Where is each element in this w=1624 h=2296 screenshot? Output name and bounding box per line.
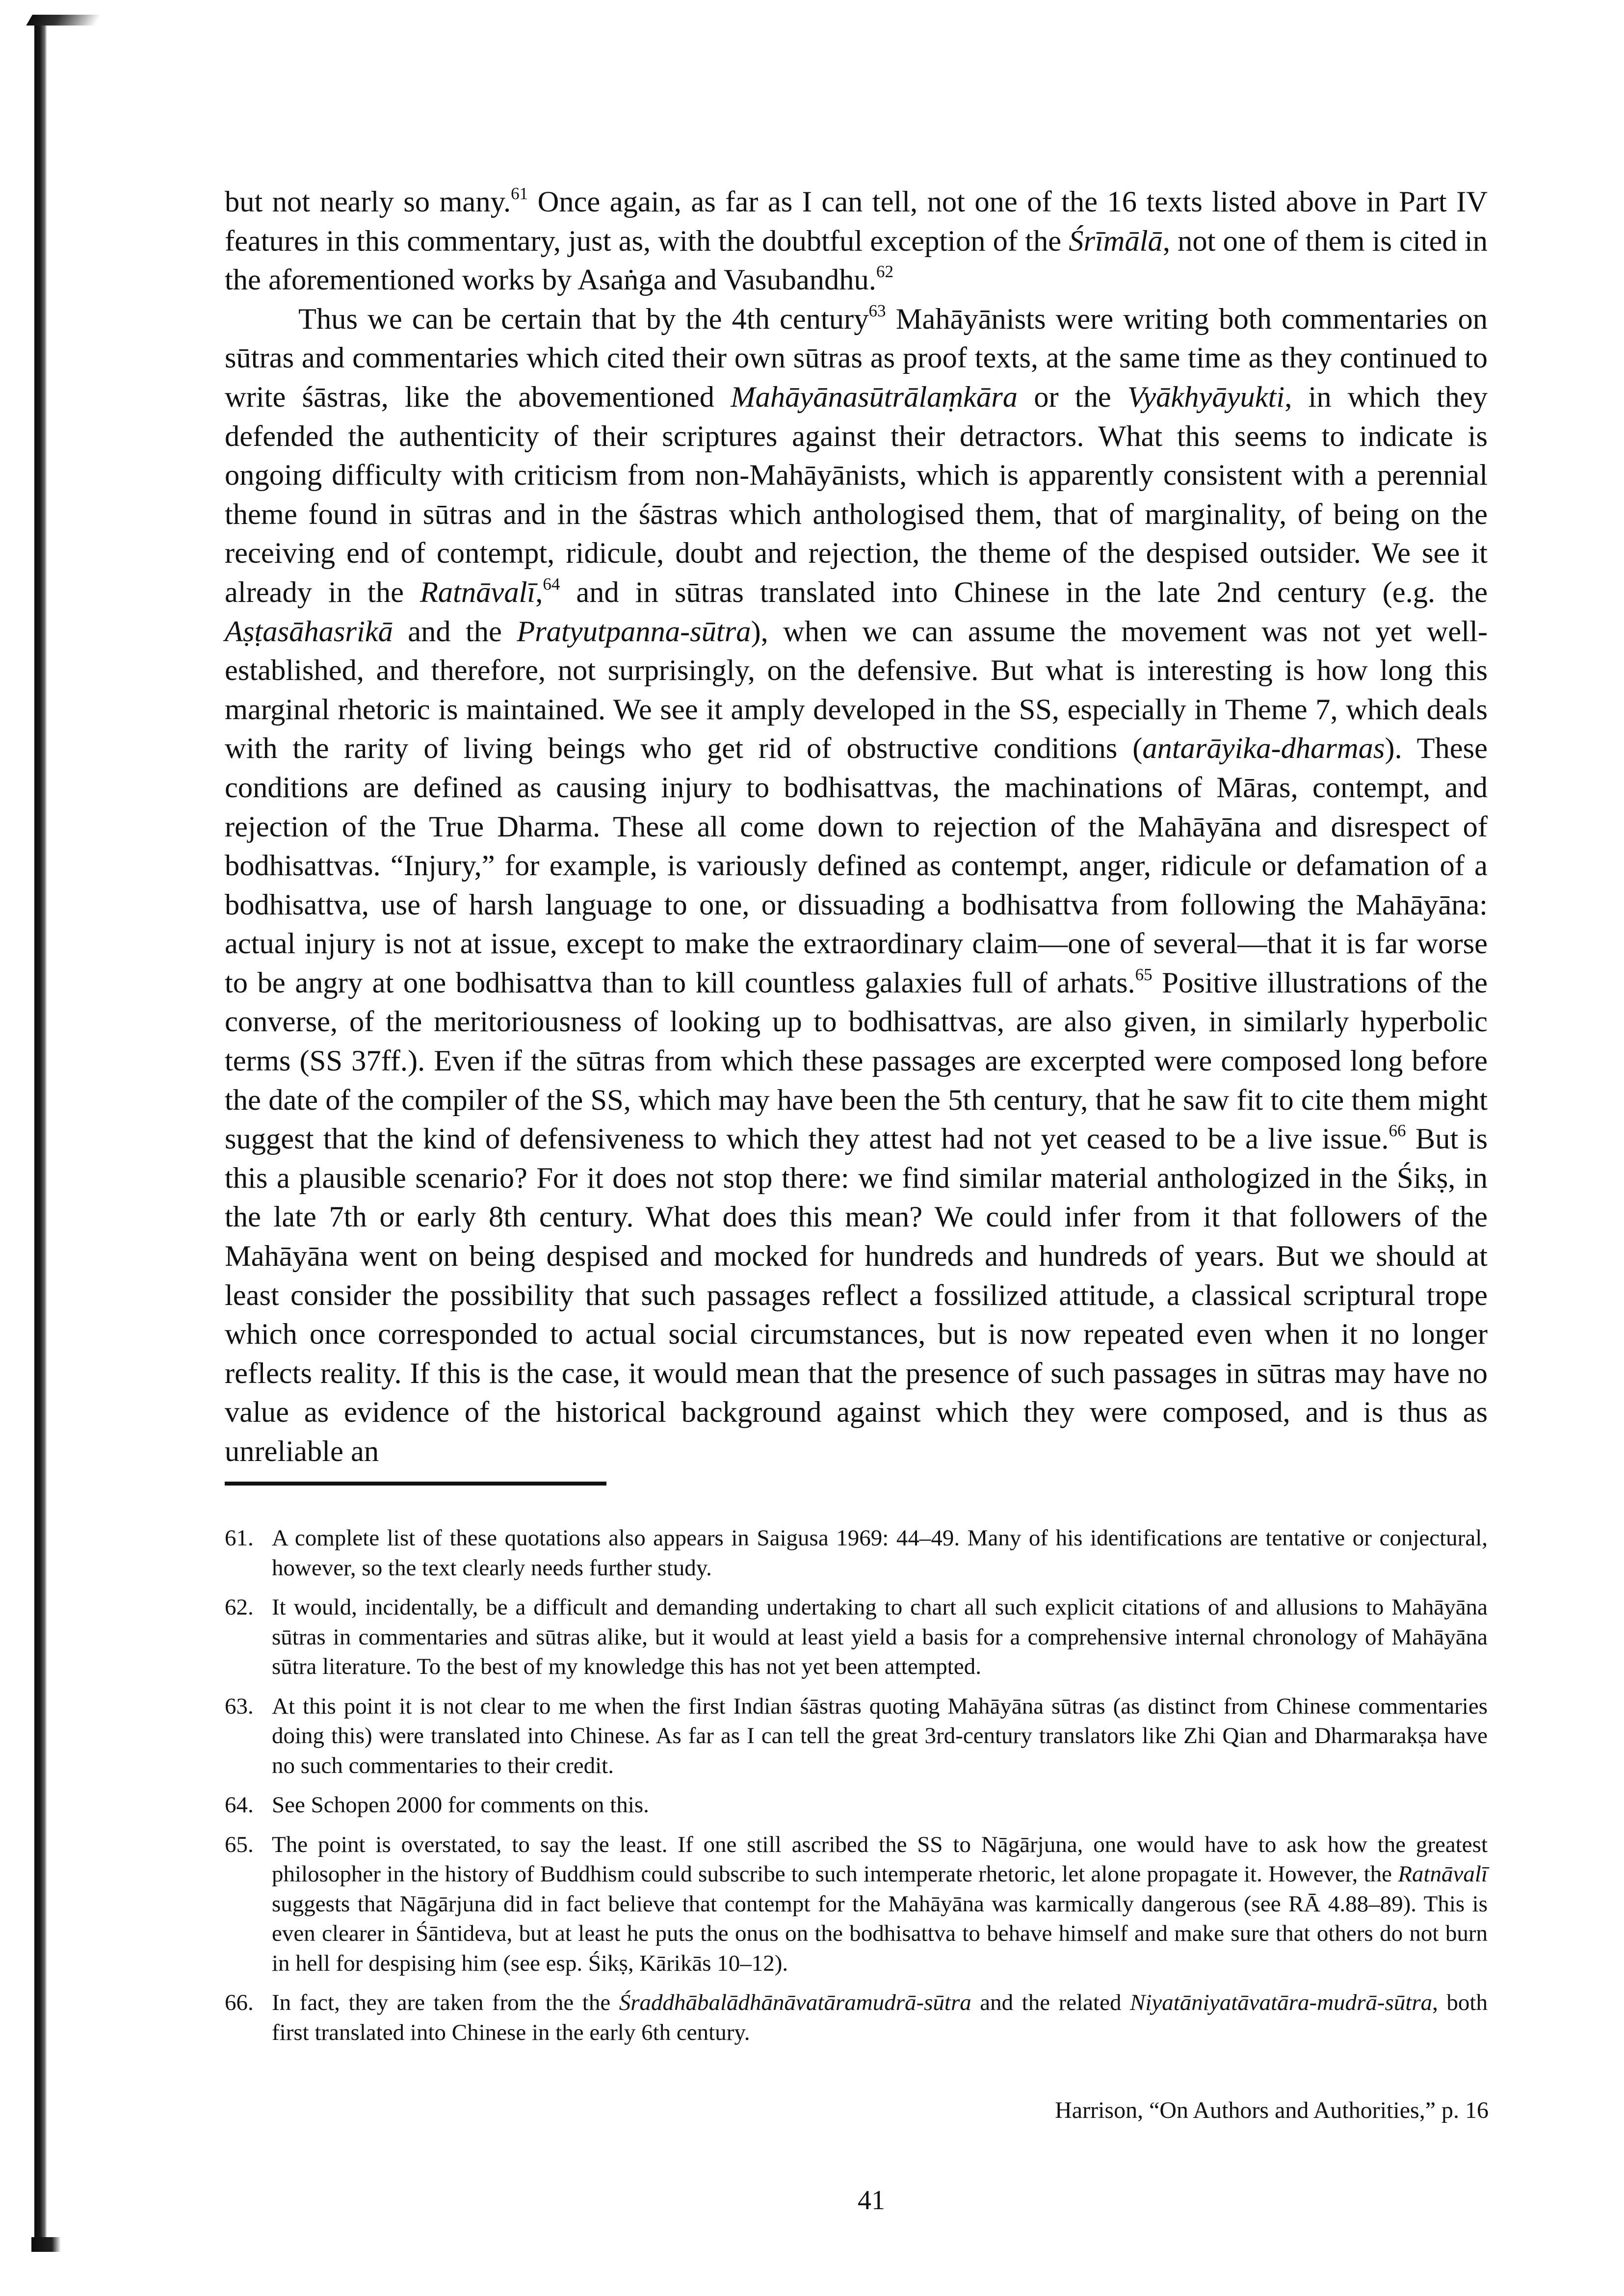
text-run: ), when we can assume the movement was not yet well-established, and therefore, not surprisingly, on the defensive. But what is interesting is how long this marginal rhetoric is maintained. We see it amply developed in the SS, especially in Theme 7, which deals with the rarity of living beings who get rid of obstructive conditions ( bbox=[225, 615, 1488, 765]
scan-binding-edge-foot bbox=[31, 2237, 61, 2252]
text-run: and in sūtras translated into Chinese in the late 2nd century (e.g. the bbox=[560, 575, 1488, 609]
text-run: See Schopen 2000 for comments on this. bbox=[272, 1792, 649, 1818]
text-run: A complete list of these quotations also appears in Saigusa 1969: 44–49. Many of his identifications are tentative or conjectural, however, so the text clearly needs further study. bbox=[272, 1525, 1488, 1581]
footnote bbox=[225, 1988, 1488, 2047]
footnotes-section bbox=[225, 1523, 1488, 2057]
footnote-number: 64. bbox=[225, 1792, 254, 1818]
footnote bbox=[225, 1830, 1488, 1979]
italic-title: Ratnāvalī bbox=[1398, 1861, 1488, 1887]
text-run: and the bbox=[393, 615, 517, 648]
footnote-text bbox=[272, 1523, 1488, 1583]
footnote-separator-rule bbox=[225, 1482, 606, 1486]
page-content bbox=[225, 183, 1488, 1471]
text-run: It would, incidentally, be a difficult and demanding undertaking to chart all such explicit citations of and allusions to Mahāyāna sūtras in commentaries and sūtras alike, but it would at least yield a basis for a comprehensive internal chronology of Mahāyāna sūtra literature. To the best of my knowledge this has not yet been attempted. bbox=[272, 1594, 1488, 1679]
footnote-number: 62. bbox=[225, 1594, 254, 1620]
footnote bbox=[225, 1523, 1488, 1583]
footnote-text bbox=[272, 1830, 1488, 1979]
footnote-reference[interactable]: 64 bbox=[543, 574, 560, 594]
body-paragraph bbox=[225, 300, 1488, 1471]
footnote-number: 66. bbox=[225, 1990, 254, 2015]
footnote-reference[interactable]: 62 bbox=[876, 261, 893, 281]
text-run: , both first translated into Chinese in the early 6th century. bbox=[272, 1990, 1488, 2045]
scan-binding-edge-top bbox=[26, 15, 101, 26]
body-paragraph bbox=[225, 183, 1488, 300]
footnote bbox=[225, 1790, 1488, 1820]
text-run: The point is overstated, to say the least. If one still ascribed the SS to Nāgārjuna, one would have to ask how the greatest philosopher in the history of Buddhism could subscribe to such intemperate rhetoric, let alone propagate it. However, the bbox=[272, 1831, 1488, 1887]
footnote bbox=[225, 1692, 1488, 1781]
text-run: Thus we can be certain that by the 4th century bbox=[298, 302, 869, 336]
text-run: In fact, they are taken from the the bbox=[272, 1990, 619, 2015]
running-footer: Harrison, “On Authors and Authorities,” p. 16 bbox=[1055, 2097, 1489, 2123]
text-run: or the bbox=[1018, 380, 1127, 414]
footnote-reference[interactable]: 63 bbox=[868, 301, 886, 320]
text-run: and the related bbox=[971, 1990, 1130, 2015]
text-run: ). These conditions are defined as causing injury to bodhisattvas, the machinations of Māras, contempt, and rejection of the True Dharma. These all come down to rejection of the Mahāyāna and disrespect of bodhisattvas. “Injury,” for example, is variously defined as contempt, anger, ridicule or defamation of a bodhisattva, use of harsh language to one, or dissuading a bodhisattva from following the Mahāyāna: actual injury is not at issue, except to make the extraordinary claim—one of several—that it is far worse to be angry at one bodhisattva than to kill countless galaxies full of arhats. bbox=[225, 732, 1488, 999]
scan-binding-edge bbox=[34, 15, 47, 2252]
text-run: suggests that Nāgārjuna did in fact believe that contempt for the Mahāyāna was karmically dangerous (see RĀ 4.88–89). This is even clearer in Śāntideva, but at least he puts the onus on the bodhisattva to behave himself and make sure that others do not burn in hell for despising him (see esp. Śikṣ, Kārikās 10–12). bbox=[272, 1891, 1488, 1976]
footnote-reference[interactable]: 66 bbox=[1388, 1121, 1406, 1140]
text-run: Mahāyānists were writing both commentaries on sūtras and commentaries which cited their own sūtras as proof texts, at the same time as they continued to write śāstras, like the abovementioned bbox=[225, 302, 1488, 414]
footnote-text bbox=[272, 1790, 1488, 1820]
italic-title: antarāyika-dharmas bbox=[1142, 732, 1385, 765]
italic-title: Pratyutpanna-sūtra bbox=[517, 615, 751, 648]
text-run: , not one of them is cited in the aforementioned works by Asaṅga and Vasubandhu. bbox=[225, 224, 1488, 297]
page-number: 41 bbox=[858, 2185, 885, 2216]
footnote-number: 61. bbox=[225, 1525, 254, 1551]
text-run: Positive illustrations of the converse, of the meritoriousness of looking up to bodhisattvas, are also given, in similarly hyperbolic terms (SS 37ff.). Even if the sūtras from which these passages are excerpted were composed long before the date of the compiler of the SS, which may have been the 5th century, that he saw fit to cite them might suggest that the kind of defensiveness to which they attest had not yet ceased to be a live issue. bbox=[225, 966, 1488, 1156]
footnote-number: 63. bbox=[225, 1693, 254, 1719]
italic-title: Śraddhābalādhānāvatāramudrā-sūtra bbox=[619, 1990, 971, 2015]
footnote-text bbox=[272, 1592, 1488, 1682]
italic-title: Mahāyānasūtrālaṃkāra bbox=[731, 380, 1018, 414]
footnote-number: 65. bbox=[225, 1831, 254, 1857]
italic-title: Vyākhyāyukti bbox=[1127, 380, 1285, 414]
italic-title: Ratnāvalī bbox=[419, 575, 536, 609]
footnote-text bbox=[272, 1692, 1488, 1781]
footnote bbox=[225, 1592, 1488, 1682]
text-run: , bbox=[535, 575, 543, 609]
italic-title: Niyatāniyatāvatāra-mudrā-sūtra bbox=[1129, 1990, 1433, 2015]
text-run: At this point it is not clear to me when the first Indian śāstras quoting Mahāyāna sūtras (as distinct from Chinese commentaries doing this) were translated into Chinese. As far as I can tell the great 3rd-century translators like Zhi Qian and Dharmarakṣa have no such commentaries to their credit. bbox=[272, 1693, 1488, 1778]
italic-title: Śrīmālā bbox=[1069, 224, 1163, 258]
italic-title: Aṣṭasāhasrikā bbox=[225, 615, 393, 648]
footnote-text bbox=[272, 1988, 1488, 2047]
footnote-reference[interactable]: 61 bbox=[511, 183, 528, 203]
text-run: But is this a plausible scenario? For it does not stop there: we find similar material anthologized in the Śikṣ, in the late 7th or early 8th century. What does this mean? We could infer from it that followers of the Mahāyāna went on being despised and mocked for hundreds and hundreds of years. But we should at least consider the possibility that such passages reflect a fossilized attitude, a classical scriptural trope which once corresponded to actual social circumstances, but is now repeated even when it no longer reflects reality. If this is the case, it would mean that the presence of such passages in sūtras may have no value as evidence of the historical background against which they were composed, and is thus as unreliable an bbox=[225, 1122, 1488, 1468]
footnote-reference[interactable]: 65 bbox=[1135, 965, 1153, 984]
body-text bbox=[225, 183, 1488, 1471]
text-run: Once again, as far as I can tell, not one of the 16 texts listed above in Part IV features in this commentary, just as, with the doubtful exception of the bbox=[225, 185, 1488, 258]
text-run: , in which they defended the authenticity of their scriptures against their detractors. What this seems to indicate is ongoing difficulty with criticism from non-Mahāyānists, which is apparently consistent with a perennial theme found in sūtras and in the śāstras which anthologised them, that of marginality, of being on the receiving end of contempt, ridicule, doubt and rejection, the theme of the despised outsider. We see it already in the bbox=[225, 380, 1488, 609]
text-run: but not nearly so many. bbox=[225, 185, 511, 218]
